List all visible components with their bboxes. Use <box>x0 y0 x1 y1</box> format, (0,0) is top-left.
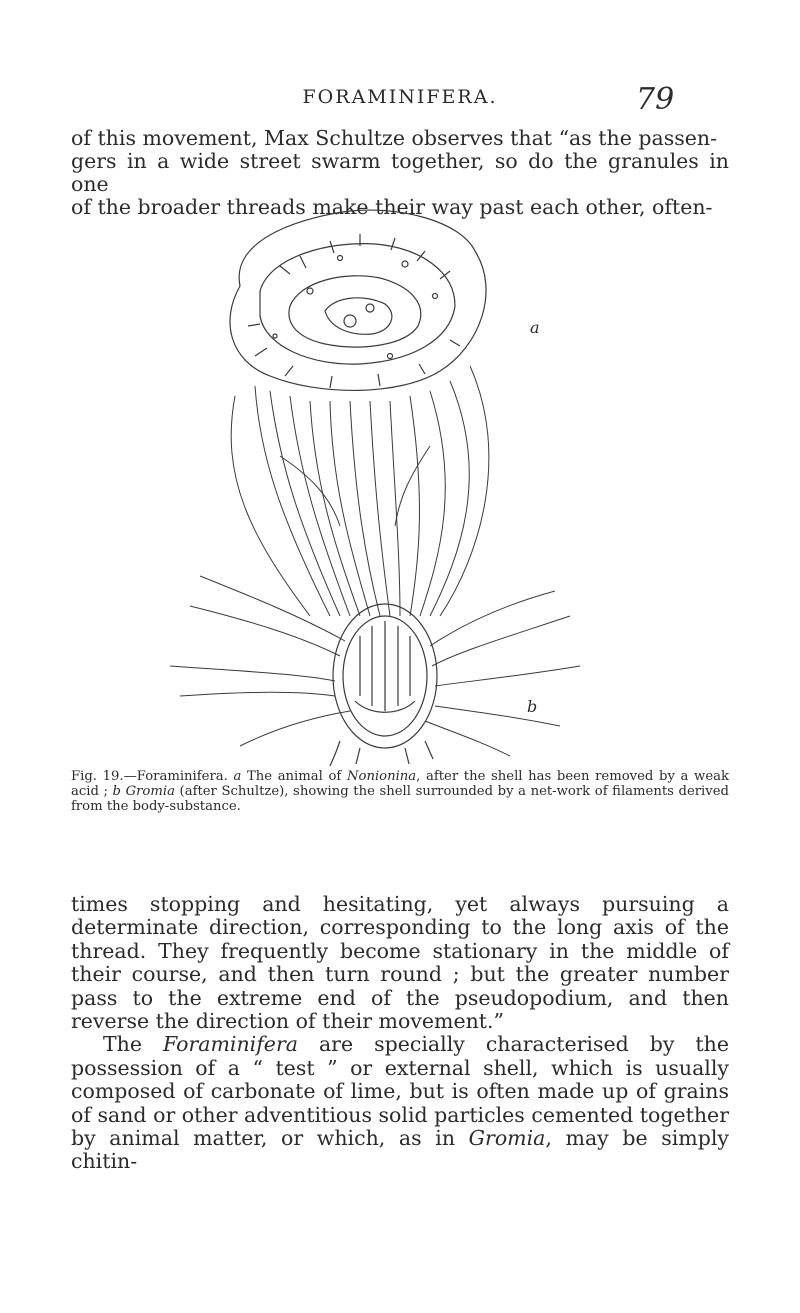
term: Gromia <box>468 1126 546 1151</box>
text-line: of this movement, Max Schultze observes that “as the passen- <box>71 126 718 150</box>
nonionina-figure <box>230 210 486 390</box>
caption-label-b: b <box>112 784 121 799</box>
caption-text: , after the shell has been removed by a weak acid ; <box>71 769 729 799</box>
figure-caption <box>71 769 729 814</box>
text: are specially characterised by the possession of a “ test ” or external shell, which is usually composed of carbonate of lime, but is often made up of grains of sand or other adventitious solid particles cemented together by animal matter, or which, as in <box>71 1032 729 1151</box>
foraminifera-illustration <box>160 196 600 766</box>
paragraph-foraminifera <box>71 1033 729 1173</box>
caption-lead: Fig. 19.—Foraminifera. <box>71 769 228 784</box>
caption-label-a: a <box>233 769 242 784</box>
paragraph-bottom <box>71 893 729 1174</box>
figure-label-b: b <box>527 697 538 716</box>
pseudopodia-threads <box>170 366 580 756</box>
caption-text: The animal of <box>241 769 347 784</box>
text-line: of the broader threads make their way past each other, often- <box>71 195 713 219</box>
caption-genus: Gromia <box>125 784 175 799</box>
page-number: 79 <box>636 82 675 117</box>
caption-genus: Nonionina <box>346 769 417 784</box>
term: Foraminifera <box>163 1032 298 1057</box>
gromia-figure <box>330 604 437 766</box>
text: The <box>103 1032 163 1057</box>
text: , may be simply chitin- <box>71 1126 730 1174</box>
running-head: FORAMINIFERA. <box>302 86 498 108</box>
caption-text: (after Schultze), showing the shell surrounded by a net-work of filaments derived from the body-substance. <box>71 784 729 814</box>
text-line: gers in a wide street swarm together, so do the granules in one <box>71 149 729 196</box>
paragraph-continued: times stopping and hesitating, yet always pursuing a determinate direction, corresponding to the long axis of the thread. They frequently become stationary in the middle of their course, and then turn round ; but the greater number pass to the extreme end of the pseudopodium, and then reverse the direction of their movement.” <box>71 892 729 1034</box>
figure-label-a: a <box>530 318 540 337</box>
